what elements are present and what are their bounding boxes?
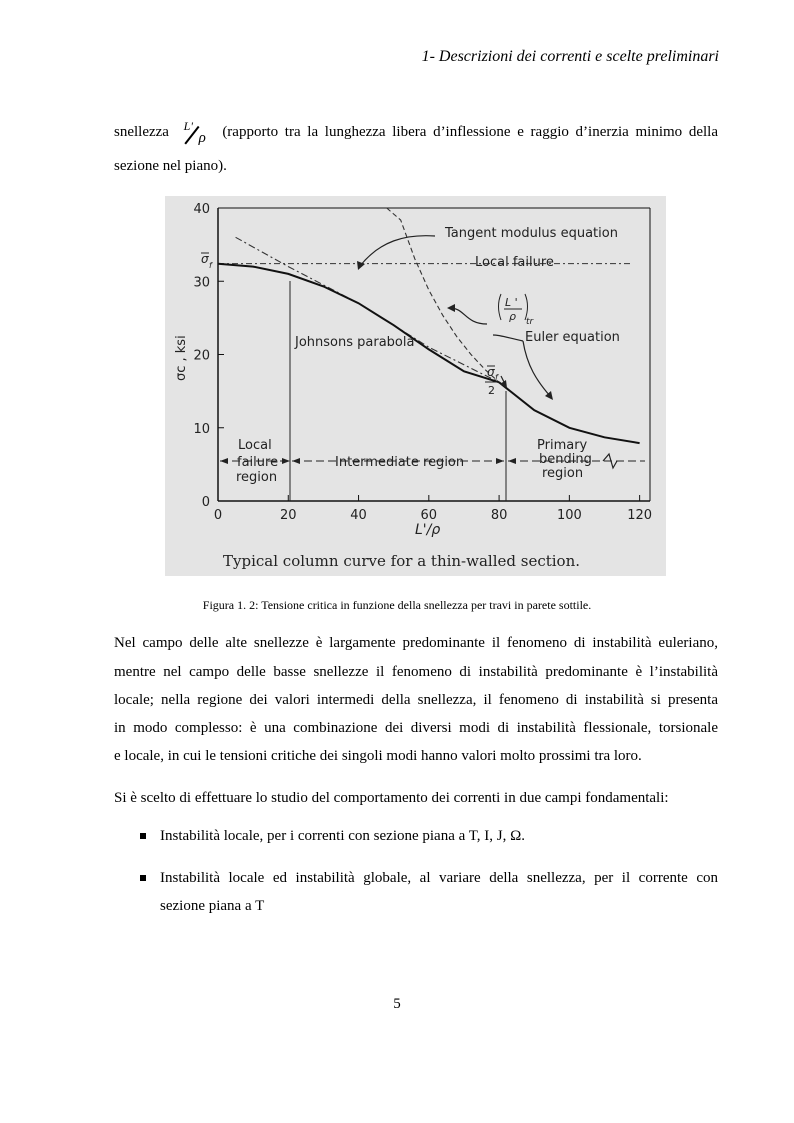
paragraph1-line-2: mentre nel campo delle basse snellezze il fenomeno di instabilità predominante è l’instabilità: [114, 664, 718, 680]
johnson-parabola-curve: [218, 264, 499, 383]
y-tick-label-0: 0: [201, 495, 210, 510]
running-header: 1- Descrizioni dei correnti e scelte preliminari: [421, 48, 719, 65]
bullet-item-1: Instabilità locale, per i correnti con sezione piana a T, I, J, Ω.: [160, 828, 526, 844]
x-tick-label-40: 40: [350, 508, 367, 523]
intermediate-region-label: Intermediate region: [335, 455, 465, 470]
local-region-label-2: failure: [237, 455, 279, 470]
y-tick-label-30: 30: [193, 275, 210, 291]
local-region-label-1: Local: [238, 438, 272, 453]
intro-line-2: sezione nel piano).: [114, 158, 227, 174]
lr-arrowhead: [447, 304, 455, 312]
lr-numerator: L ': [505, 296, 518, 309]
y-axis-label: σc , ksi: [174, 335, 189, 381]
intro-word: snellezza: [114, 124, 169, 140]
paragraph1-line-1: Nel campo delle alte snellezze è largamente predominante il fenomeno di instabilità euleriano,: [114, 635, 718, 651]
johnson-label: Johnsons parabola: [295, 335, 415, 350]
y-tick-label-10: 10: [193, 421, 210, 437]
bullet-marker-1: [140, 833, 146, 839]
region-arrow-primary-start: [508, 458, 516, 464]
euler-arrow: [523, 341, 550, 396]
paragraph1-line-5: e locale, in cui le tensioni critiche dei singoli modi hanno valori molto prossimi tra loro.: [114, 748, 642, 764]
slenderness-fraction: [184, 118, 210, 148]
local-failure-label: Local failure: [475, 255, 554, 270]
x-axis-label: L'/ρ: [415, 522, 441, 538]
primary-region-label-2: bending: [539, 452, 592, 467]
tangent-arrow: [360, 236, 435, 266]
y-tick-label-20: 20: [193, 348, 210, 364]
paragraph2: Si è scelto di effettuare lo studio del comportamento dei correnti in due campi fondamentali:: [114, 790, 669, 806]
euler-label: Euler equation: [525, 330, 620, 345]
y-tick-label-40: 40: [193, 202, 210, 217]
intro-line-1: [114, 118, 718, 148]
bullet-item-2-line-1: Instabilità locale ed instabilità globale, al variare della snellezza, per il corrente con: [160, 870, 718, 886]
region-arrow-local-end: [282, 458, 290, 464]
paragraph1-line-4: in modo complesso: è una combinazione dei diversi modi di instabilità flessionale, torsionale: [114, 720, 718, 736]
x-tick-label-0: 0: [213, 508, 223, 523]
x-tick-label-20: 20: [279, 508, 297, 523]
sigma-f-label: σ: [201, 252, 209, 266]
primary-region-label-3: region: [542, 466, 584, 481]
tangent-label: Tangent modulus equation: [445, 226, 618, 241]
fraction-denominator: ρ: [198, 130, 206, 146]
euler-curve: [499, 382, 639, 443]
euler-label-connector: [493, 335, 523, 341]
page-number: 5: [393, 996, 401, 1012]
half-sigma-two: 2: [488, 384, 495, 397]
figure-caption: Figura 1. 2: Tensione critica in funzione della snellezza per travi in parete sottile.: [202, 598, 592, 612]
lr-arrow: [450, 308, 487, 324]
column-curve-chart: [165, 196, 666, 576]
half-sigma-label: σ: [487, 365, 495, 379]
region-arrow-left: [220, 458, 228, 464]
x-tick-label-100: 100: [556, 508, 582, 523]
x-tick-label-60: 60: [420, 508, 438, 523]
fraction-numerator: L': [183, 119, 193, 133]
local-region-label-3: region: [236, 470, 278, 485]
paragraph1-line-3: locale; nella regione dei valori intermedi della snellezza, il fenomeno di instabilità si presenta: [114, 692, 718, 708]
x-tick-label-120: 120: [627, 508, 653, 523]
bullet-item-2-line-2: sezione piana a T: [160, 898, 265, 914]
lr-paren-left: [499, 294, 502, 320]
half-sigma-subscript: f: [495, 373, 498, 382]
region-arrow-intermediate-start: [292, 458, 300, 464]
region-arrow-intermediate-end: [496, 458, 504, 464]
sigma-f-subscript: f: [209, 261, 212, 270]
x-tick-label-80: 80: [490, 508, 508, 523]
figure-title: Typical column curve for a thin-walled section.: [223, 552, 581, 570]
column-curve-figure: [165, 196, 666, 576]
primary-region-label-1: Primary: [537, 438, 588, 453]
lr-denominator: ρ: [509, 310, 516, 323]
intro-rest: (rapporto tra la lunghezza libera d’inflessione e raggio d’inerzia minimo della: [222, 124, 718, 140]
lr-subscript: tr: [526, 317, 534, 327]
bullet-marker-2: [140, 875, 146, 881]
